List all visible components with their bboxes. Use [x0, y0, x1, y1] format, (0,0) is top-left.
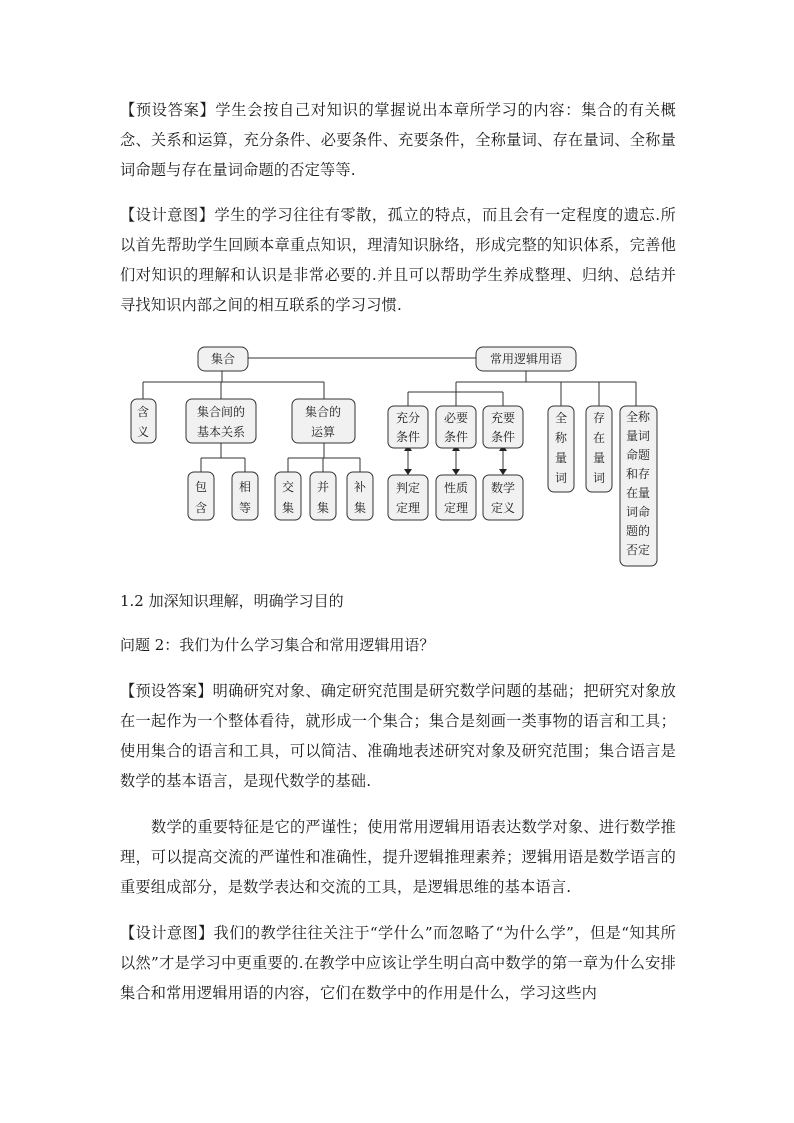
question-line: 问题 2：我们为什么学习集合和常用逻辑用语？: [120, 636, 435, 654]
include-label: 包: [194, 480, 208, 494]
universal-quantifier-label: 全: [554, 411, 568, 425]
necessary-condition-label: 条件: [443, 430, 469, 444]
union-label: 并: [316, 480, 330, 494]
sufficient-condition-label: 充分: [395, 411, 421, 425]
property-theorem-label: 性质: [443, 481, 469, 495]
existential-quantifier-label: 量: [592, 451, 606, 465]
complement-label: 集: [353, 501, 367, 515]
math-definition-label: 定义: [490, 501, 516, 515]
negation-label: 题的: [625, 524, 651, 538]
preset-answer-paragraph-2: 【预设答案】明确研究对象、确定研究范围是研究数学问题的基础；把研究对象放在一起作为一个整体看待，就形成一个集合；集合是刻画一类事物的语言和工具；使用集合的语言和工具，可以简洁、准确地表述研究对象及研究范围；集合语言是数学的基本语言，是现代数学的基础.: [120, 682, 676, 790]
iff-condition-label: 充要: [490, 411, 516, 425]
set-root-label: 集合: [210, 352, 236, 366]
negation-label: 词命: [625, 505, 651, 519]
design-intent-paragraph-2: 【设计意图】我们的教学往往关注于“学什么”而忽略了“为什么学”，但是“知其所以然”才是学习中更重要的.在教学中应该让学生明白高中数学的第一章为什么安排集合和常用逻辑用语的内容，它们在数学中的作用是什么，学习这些内: [120, 924, 676, 1002]
iff-condition-label: 条件: [490, 430, 516, 444]
double-arrow-icon: [499, 445, 507, 475]
set-operations-label: 集合的: [304, 405, 342, 419]
existential-quantifier-label: 在: [592, 431, 606, 445]
intersection-label: 交: [281, 480, 295, 494]
judgement-theorem-label: 定理: [395, 501, 421, 515]
negation-label: 在量: [625, 486, 651, 500]
complement-label: 补: [353, 480, 367, 494]
equal-label: 相: [238, 480, 252, 494]
union-label: 集: [316, 501, 330, 515]
universal-quantifier-label: 词: [554, 471, 568, 485]
negation-label: 否定: [625, 543, 651, 557]
design-intent-paragraph-1: 【设计意图】学生的学习往往有零散，孤立的特点，而且会有一定程度的遗忘.所以首先帮助学生回顾本章重点知识，理清知识脉络，形成完整的知识体系，完善他们对知识的理解和认识是非常必要的.并且可以帮助学生养成整理、归纳、总结并寻找知识内部之间的相互联系的学习习惯.: [120, 206, 676, 314]
negation-label: 全称: [625, 410, 651, 424]
double-arrow-icon: [452, 445, 460, 475]
intersection-label: 集: [281, 501, 295, 515]
universal-quantifier-label: 量: [554, 451, 568, 465]
rigor-paragraph: 数学的重要特征是它的严谨性；使用常用逻辑用语表达数学对象、进行数学推理，可以提高交流的严谨性和准确性，提升逻辑推理素养；逻辑用语是数学语言的重要组成部分，是数学表达和交流的工具，是逻辑思维的基本语言.: [120, 818, 676, 896]
sufficient-condition-label: 条件: [395, 430, 421, 444]
negation-label: 命题: [625, 448, 651, 462]
property-theorem-label: 定理: [443, 501, 469, 515]
negation-label: 量词: [625, 429, 651, 443]
set-meaning-label: 义: [136, 425, 150, 439]
section-heading: 1.2 加深知识理解，明确学习目的: [120, 592, 344, 610]
equal-label: 等: [238, 501, 252, 515]
existential-quantifier-label: 存: [592, 411, 606, 425]
math-definition-label: 数学: [490, 481, 516, 495]
include-label: 含: [194, 501, 208, 515]
necessary-condition-label: 必要: [443, 411, 469, 425]
logic-root-label: 常用逻辑用语: [489, 352, 563, 366]
existential-quantifier-label: 词: [592, 471, 606, 485]
set-relations-label: 集合间的: [196, 405, 246, 419]
universal-quantifier-label: 称: [554, 431, 568, 445]
preset-answer-paragraph-1: 【预设答案】学生会按自己对知识的掌握说出本章所学习的内容：集合的有关概念、关系和运算，充分条件、必要条件、充要条件，全称量词、存在量词、全称量词命题与存在量词命题的否定等等.: [120, 101, 676, 179]
knowledge-structure-diagram: [0, 330, 794, 580]
judgement-theorem-label: 判定: [395, 481, 421, 495]
set-meaning-label: 含: [136, 405, 150, 419]
double-arrow-icon: [404, 445, 412, 475]
set-relations-label: 基本关系: [196, 425, 246, 439]
set-operations-label: 运算: [310, 425, 336, 439]
negation-label: 和存: [625, 467, 651, 481]
